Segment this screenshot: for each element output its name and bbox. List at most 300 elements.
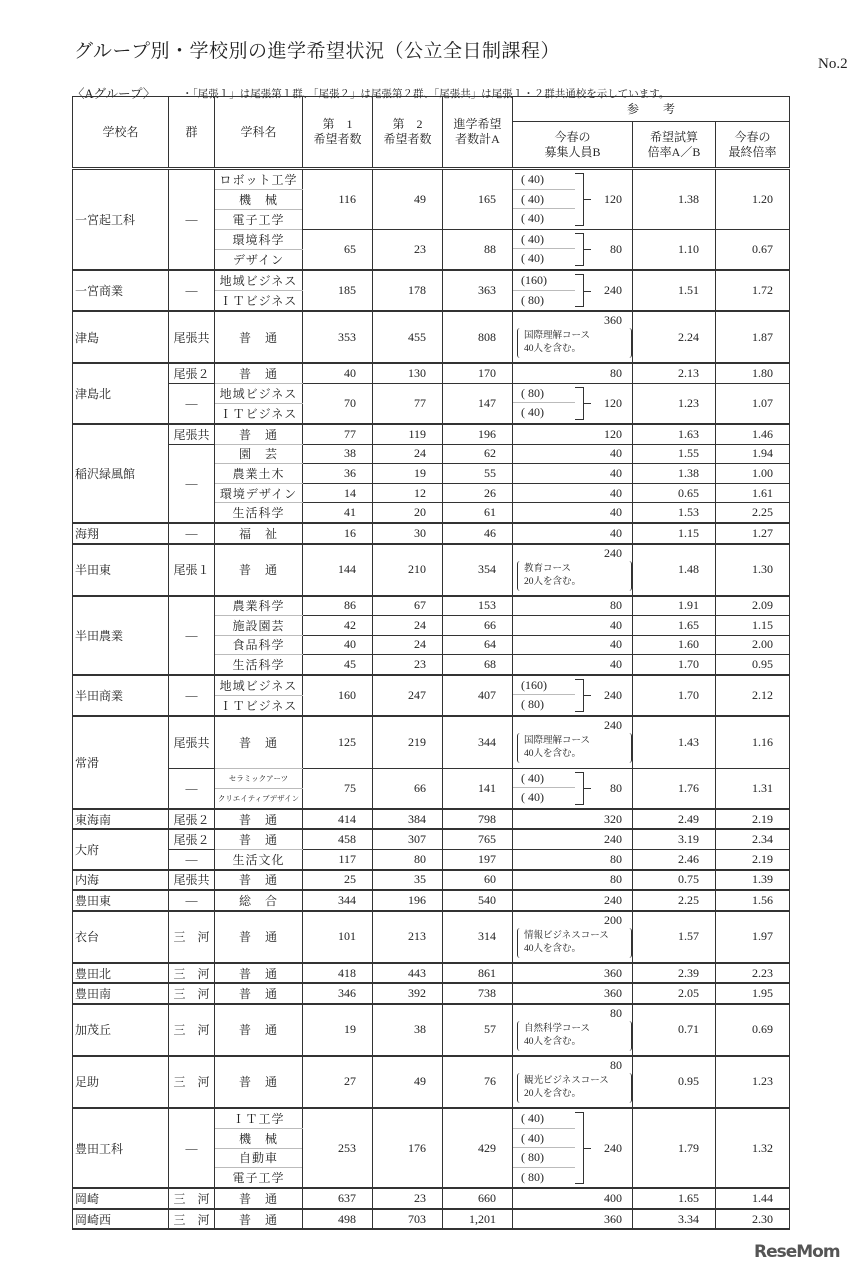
dept-name: 生活文化 (215, 849, 303, 869)
group-cell: 三 河 (169, 1209, 215, 1230)
final-ratio: 2.09 (716, 596, 790, 616)
quota-cell (513, 311, 633, 363)
estimated-ratio: 1.60 (633, 635, 716, 655)
final-ratio: 0.67 (716, 229, 790, 270)
school-block (73, 1108, 790, 1188)
school-name: 一宮商業 (73, 270, 169, 311)
first-choice-count: 25 (303, 870, 373, 891)
quota-total: 80 (610, 598, 622, 613)
total-applicants: 765 (443, 829, 513, 849)
quota-breakdown (513, 769, 632, 808)
table-row (73, 1108, 790, 1128)
quota-with-note (513, 1005, 632, 1055)
quota-breakdown (513, 1109, 632, 1187)
capacity-item: ( 40) (513, 190, 575, 210)
first-choice-count: 36 (303, 464, 373, 484)
quota-total: 40 (610, 617, 622, 632)
group-cell: — (169, 1108, 215, 1188)
quota-breakdown (513, 676, 632, 715)
school-block (73, 911, 790, 963)
group-cell: — (169, 849, 215, 869)
total-applicants: 76 (443, 1056, 513, 1108)
final-ratio: 0.95 (716, 655, 790, 675)
dept-name: 福 祉 (215, 523, 303, 544)
first-choice-count: 253 (303, 1108, 373, 1188)
first-choice-count: 65 (303, 229, 373, 270)
total-applicants: 147 (443, 383, 513, 424)
group-cell: — (169, 523, 215, 544)
final-ratio: 1.94 (716, 444, 790, 464)
dept-name: ＩＴビジネス (215, 403, 303, 424)
second-choice-count: 119 (373, 424, 443, 444)
dept-name: 普 通 (215, 1188, 303, 1209)
note-line: 国際理解コース (524, 736, 591, 747)
quota-total: 240 (604, 545, 622, 560)
total-applicants: 861 (443, 963, 513, 984)
quota-cell (513, 809, 633, 830)
school-name: 豊田北 (73, 963, 169, 984)
quota-total: 240 (604, 283, 622, 298)
school-block (73, 890, 790, 911)
capacity-list (513, 676, 575, 715)
capacity-item: (160) (513, 271, 575, 291)
final-ratio: 1.44 (716, 1188, 790, 1209)
total-applicants: 68 (443, 655, 513, 675)
capacity-item: ( 80) (521, 1169, 544, 1184)
final-ratio: 1.72 (716, 270, 790, 311)
total-applicants: 314 (443, 911, 513, 963)
dept-name: 電子工学 (215, 1168, 303, 1188)
total-applicants: 738 (443, 983, 513, 1004)
quota-total: 80 (610, 241, 622, 256)
total-applicants: 540 (443, 890, 513, 911)
capacity-list (513, 170, 575, 229)
first-choice-count: 70 (303, 383, 373, 424)
table-row (73, 870, 790, 891)
group-cell: — (169, 596, 215, 675)
second-choice-count: 176 (373, 1108, 443, 1188)
table-row (73, 1056, 790, 1108)
capacity-item: ( 40) (513, 1129, 575, 1149)
estimated-ratio: 1.63 (633, 424, 716, 444)
first-choice-count: 160 (303, 675, 373, 716)
second-choice-count: 49 (373, 169, 443, 230)
quota-total: 240 (604, 718, 622, 733)
school-block (73, 270, 790, 311)
first-choice-count: 19 (303, 1004, 373, 1056)
total-applicants: 46 (443, 523, 513, 544)
school-name: 豊田工科 (73, 1108, 169, 1188)
estimated-ratio: 1.38 (633, 464, 716, 484)
table-row (73, 829, 790, 849)
quota-total: 360 (604, 1211, 622, 1226)
quota-total: 40 (610, 637, 622, 652)
estimated-ratio: 0.75 (633, 870, 716, 891)
quota-total: 400 (604, 1191, 622, 1206)
dept-name: 機 械 (215, 189, 303, 209)
quota-total: 360 (604, 986, 622, 1001)
table-row (73, 768, 790, 788)
course-note (517, 561, 632, 591)
quota-total: 40 (610, 485, 622, 500)
first-choice-count: 418 (303, 963, 373, 984)
first-choice-count: 346 (303, 983, 373, 1004)
total-applicants: 197 (443, 849, 513, 869)
dept-name: 環境科学 (215, 229, 303, 249)
first-choice-count: 117 (303, 849, 373, 869)
quota-total: 40 (610, 446, 622, 461)
table-row (73, 424, 790, 444)
table-row (73, 544, 790, 596)
note-line: 20人を含む。 (524, 1088, 582, 1099)
final-ratio: 0.69 (716, 1004, 790, 1056)
dept-name: 普 通 (215, 1209, 303, 1230)
quota-cell (513, 424, 633, 444)
first-choice-count: 353 (303, 311, 373, 363)
quota-cell (513, 1056, 633, 1108)
dept-name: 普 通 (215, 424, 303, 444)
school-name: 津島 (73, 311, 169, 363)
final-ratio: 2.23 (716, 963, 790, 984)
quota-total: 240 (604, 892, 622, 907)
total-applicants: 363 (443, 270, 513, 311)
brace-icon (575, 173, 584, 226)
school-block (73, 311, 790, 363)
quota-cell (513, 523, 633, 544)
dept-name: ＩＴビジネス (215, 695, 303, 716)
quota-total: 120 (604, 426, 622, 441)
first-choice-count: 101 (303, 911, 373, 963)
quota-cell (513, 983, 633, 1004)
school-name: 常滑 (73, 716, 169, 809)
final-ratio: 1.61 (716, 483, 790, 503)
dept-name: 園 芸 (215, 444, 303, 464)
capacity-list (513, 271, 575, 310)
capacity-item: ( 40) (521, 211, 544, 226)
brace-icon (575, 274, 584, 307)
final-ratio: 1.07 (716, 383, 790, 424)
second-choice-count: 38 (373, 1004, 443, 1056)
quota-cell (513, 270, 633, 311)
table-row (73, 963, 790, 984)
school-name: 加茂丘 (73, 1004, 169, 1056)
dept-name: 生活科学 (215, 655, 303, 675)
first-choice-count: 125 (303, 716, 373, 768)
total-applicants: 1,201 (443, 1209, 513, 1230)
quota-breakdown (513, 271, 632, 310)
estimated-ratio: 1.43 (633, 716, 716, 768)
group-cell: 尾張共 (169, 311, 215, 363)
dept-name: 普 通 (215, 870, 303, 891)
group-cell: 三 河 (169, 1004, 215, 1056)
second-choice-count: 20 (373, 503, 443, 523)
final-ratio: 1.32 (716, 1108, 790, 1188)
second-choice-count: 23 (373, 229, 443, 270)
final-ratio: 2.12 (716, 675, 790, 716)
second-choice-count: 24 (373, 635, 443, 655)
total-applicants: 57 (443, 1004, 513, 1056)
school-name: 海翔 (73, 523, 169, 544)
final-ratio: 1.80 (716, 363, 790, 383)
quota-cell (513, 1209, 633, 1230)
group-cell: — (169, 890, 215, 911)
header-reference: 参 考 (513, 97, 790, 122)
group-cell: — (169, 169, 215, 270)
quota-cell (513, 655, 633, 675)
estimated-ratio: 1.51 (633, 270, 716, 311)
quota-cell (513, 1004, 633, 1056)
legend-note: ・「尾張１」は尾張第１群、「尾張２」は尾張第２群、「尾張共」は尾張１・２群共通校を示しています。 (182, 89, 670, 100)
table-header (73, 97, 790, 169)
dept-name: 環境デザイン (215, 483, 303, 503)
school-block (73, 963, 790, 984)
total-applicants: 170 (443, 363, 513, 383)
total-applicants: 88 (443, 229, 513, 270)
course-note (517, 1073, 632, 1103)
capacity-item: ( 40) (513, 1109, 575, 1129)
final-ratio: 1.16 (716, 716, 790, 768)
quota-with-note (513, 312, 632, 362)
dept-name: 普 通 (215, 829, 303, 849)
estimated-ratio: 2.24 (633, 311, 716, 363)
school-block (73, 1209, 790, 1230)
header-school: 学校名 (73, 97, 169, 169)
estimated-ratio: 2.49 (633, 809, 716, 830)
total-applicants: 55 (443, 464, 513, 484)
quota-cell (513, 503, 633, 523)
estimated-ratio: 1.57 (633, 911, 716, 963)
table-row (73, 169, 790, 190)
quota-total: 240 (604, 1140, 622, 1155)
header-total: 進学希望 者数計A (443, 97, 513, 169)
header-quota: 今春の 募集人員B (513, 122, 633, 169)
table-row (73, 849, 790, 869)
final-ratio: 1.23 (716, 1056, 790, 1108)
school-name: 衣台 (73, 911, 169, 963)
group-cell: 尾張２ (169, 829, 215, 849)
table-row (73, 911, 790, 963)
group-cell: — (169, 675, 215, 716)
quota-breakdown (513, 170, 632, 229)
estimated-ratio: 0.65 (633, 483, 716, 503)
table-row (73, 983, 790, 1004)
note-line: 自然科学コース (524, 1023, 591, 1034)
quota-cell (513, 464, 633, 484)
note-line: 40人を含む。 (524, 1036, 582, 1047)
estimated-ratio: 1.10 (633, 229, 716, 270)
school-block (73, 983, 790, 1004)
dept-name: 生活科学 (215, 503, 303, 523)
table-row (73, 890, 790, 911)
final-ratio: 1.20 (716, 169, 790, 230)
first-choice-count: 75 (303, 768, 373, 809)
dept-name: 普 通 (215, 1056, 303, 1108)
estimated-ratio: 1.76 (633, 768, 716, 809)
second-choice-count: 196 (373, 890, 443, 911)
final-ratio: 2.30 (716, 1209, 790, 1230)
estimated-ratio: 1.38 (633, 169, 716, 230)
school-block (73, 675, 790, 716)
capacity-item: (160) (513, 676, 575, 696)
dept-name: クリエイティブデザイン (215, 788, 303, 809)
second-choice-count: 307 (373, 829, 443, 849)
capacity-item: ( 40) (513, 230, 575, 250)
total-applicants: 60 (443, 870, 513, 891)
total-applicants: 62 (443, 444, 513, 464)
table-row (73, 363, 790, 383)
group-label: 〈Aグループ〉 (72, 87, 156, 101)
estimated-ratio: 1.55 (633, 444, 716, 464)
quota-cell (513, 616, 633, 636)
capacity-item: ( 80) (513, 1148, 575, 1168)
capacity-list (513, 769, 575, 808)
estimated-ratio: 1.65 (633, 616, 716, 636)
first-choice-count: 498 (303, 1209, 373, 1230)
estimated-ratio: 1.15 (633, 523, 716, 544)
school-block (73, 1056, 790, 1108)
brace-icon (575, 679, 584, 712)
quota-total: 120 (604, 191, 622, 206)
table-row (73, 311, 790, 363)
quota-total: 40 (610, 465, 622, 480)
dept-name: 普 通 (215, 311, 303, 363)
course-note (517, 328, 632, 358)
final-ratio: 1.15 (716, 616, 790, 636)
quota-total: 120 (604, 395, 622, 410)
quota-total: 360 (604, 965, 622, 980)
school-block (73, 169, 790, 270)
second-choice-count: 67 (373, 596, 443, 616)
second-choice-count: 443 (373, 963, 443, 984)
second-choice-count: 35 (373, 870, 443, 891)
second-choice-count: 77 (373, 383, 443, 424)
school-name: 稲沢緑風館 (73, 424, 169, 523)
quota-cell (513, 716, 633, 768)
dept-name: 農業土木 (215, 464, 303, 484)
quota-cell (513, 169, 633, 230)
group-cell: 三 河 (169, 1056, 215, 1108)
quota-cell (513, 829, 633, 849)
school-block (73, 716, 790, 809)
estimated-ratio: 2.46 (633, 849, 716, 869)
table-row (73, 1209, 790, 1230)
quota-breakdown (513, 230, 632, 269)
school-block (73, 829, 790, 869)
first-choice-count: 344 (303, 890, 373, 911)
group-cell: — (169, 383, 215, 424)
dept-name: セラミックアーツ (215, 768, 303, 788)
total-applicants: 196 (443, 424, 513, 444)
total-applicants: 808 (443, 311, 513, 363)
total-applicants: 165 (443, 169, 513, 230)
dept-name: 普 通 (215, 544, 303, 596)
dept-name: 総 合 (215, 890, 303, 911)
dept-name: 地域ビジネス (215, 270, 303, 291)
dept-name: 普 通 (215, 809, 303, 830)
first-choice-count: 27 (303, 1056, 373, 1108)
quota-total: 80 (610, 1005, 622, 1020)
quota-total: 200 (604, 912, 622, 927)
final-ratio: 1.39 (716, 870, 790, 891)
quota-cell (513, 890, 633, 911)
second-choice-count: 24 (373, 616, 443, 636)
final-ratio: 1.87 (716, 311, 790, 363)
header-rate: 希望試算 倍率A／B (633, 122, 716, 169)
total-applicants: 141 (443, 768, 513, 809)
school-name: 内海 (73, 870, 169, 891)
group-cell: 三 河 (169, 963, 215, 984)
quota-total: 40 (610, 505, 622, 520)
note-line: 国際理解コース (524, 331, 591, 342)
quota-total: 80 (610, 1057, 622, 1072)
second-choice-count: 23 (373, 1188, 443, 1209)
total-applicants: 798 (443, 809, 513, 830)
second-choice-count: 66 (373, 768, 443, 809)
first-choice-count: 40 (303, 363, 373, 383)
capacity-item: ( 80) (521, 697, 544, 712)
header-group: 群 (169, 97, 215, 169)
school-block (73, 523, 790, 544)
second-choice-count: 703 (373, 1209, 443, 1230)
table-row (73, 1188, 790, 1209)
final-ratio: 1.97 (716, 911, 790, 963)
capacity-item: ( 40) (521, 251, 544, 266)
second-choice-count: 23 (373, 655, 443, 675)
school-name: 半田農業 (73, 596, 169, 675)
quota-total: 80 (610, 872, 622, 887)
school-block (73, 424, 790, 523)
capacity-list (513, 384, 575, 423)
quota-cell (513, 1188, 633, 1209)
quota-cell (513, 675, 633, 716)
header-first: 第 1 希望者数 (303, 97, 373, 169)
dept-name: 普 通 (215, 963, 303, 984)
final-ratio: 1.27 (716, 523, 790, 544)
second-choice-count: 219 (373, 716, 443, 768)
total-applicants: 61 (443, 503, 513, 523)
table-row (73, 809, 790, 830)
note-line: 情報ビジネスコース (524, 930, 609, 941)
note-line: 40人を含む。 (524, 344, 582, 355)
final-ratio: 1.95 (716, 983, 790, 1004)
dept-name: ＩＴビジネス (215, 291, 303, 312)
quota-total: 80 (610, 851, 622, 866)
dept-name: 施設園芸 (215, 616, 303, 636)
capacity-item: ( 40) (513, 170, 575, 190)
final-ratio: 1.30 (716, 544, 790, 596)
dept-name: デザイン (215, 249, 303, 270)
second-choice-count: 384 (373, 809, 443, 830)
quota-total: 40 (610, 525, 622, 540)
second-choice-count: 24 (373, 444, 443, 464)
capacity-item: ( 80) (513, 384, 575, 404)
school-block (73, 1188, 790, 1209)
quota-cell (513, 870, 633, 891)
group-cell: 尾張２ (169, 809, 215, 830)
quota-cell (513, 596, 633, 616)
total-applicants: 407 (443, 675, 513, 716)
school-block (73, 809, 790, 830)
school-block (73, 544, 790, 596)
header-dept: 学科名 (215, 97, 303, 169)
quota-cell (513, 444, 633, 464)
capacity-list (513, 230, 575, 269)
quota-with-note (513, 717, 632, 768)
capacity-item: ( 80) (521, 292, 544, 307)
first-choice-count: 41 (303, 503, 373, 523)
school-name: 半田商業 (73, 675, 169, 716)
quota-cell (513, 544, 633, 596)
